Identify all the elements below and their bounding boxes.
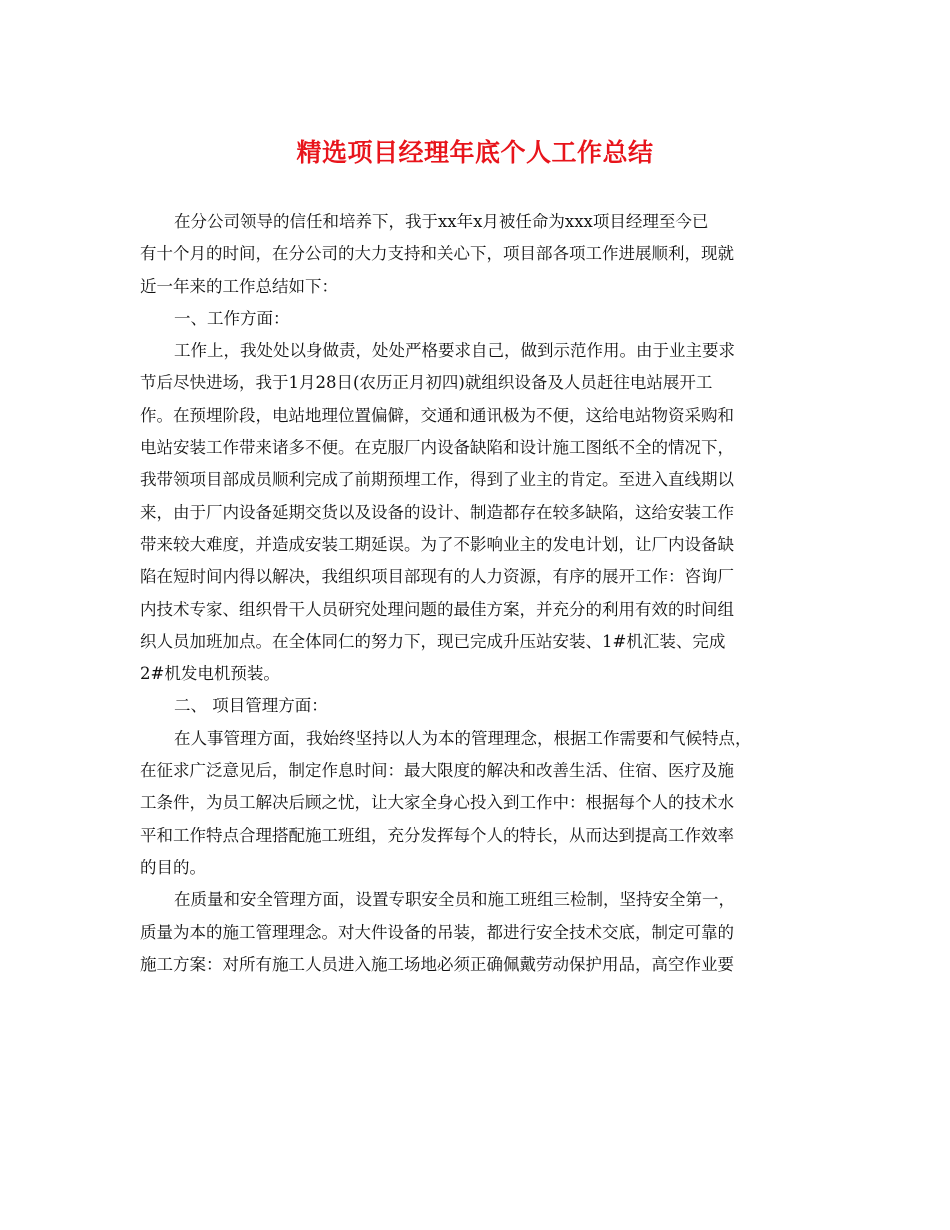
- body-text-line: 质量为本的施工管理理念。对大件设备的吊装，都进行安全技术交底，制定可靠的: [140, 922, 734, 942]
- body-text-line: 工条件，为员工解决后顾之忧，让大家全身心投入到工作中：根据每个人的技术水: [140, 793, 734, 813]
- body-text-line: 在分公司领导的信任和培养下，我于xx年x月被任命为xxx项目经理至今已: [174, 212, 709, 231]
- body-text-line: 的目的。: [140, 857, 206, 877]
- body-text-line: 内技术专家、组织骨干人员研究处理问题的最佳方案，并充分的利用有效的时间组: [140, 599, 734, 619]
- body-text-line: 在征求广泛意见后，制定作息时间：最大限度的解决和改善生活、住宿、医疗及施: [140, 761, 734, 781]
- body-text-line: 在人事管理方面，我始终坚持以人为本的管理理念，根据工作需要和气候特点，: [174, 728, 752, 748]
- body-text-line: 工作上，我处处以身做责，处处严格要求自己，做到示范作用。由于业主要求: [174, 341, 735, 361]
- body-text-line: 我带领项目部成员顺利完成了前期预埋工作，得到了业主的肯定。至进入直线期以: [140, 470, 734, 490]
- body-text-line: 作。在预埋阶段，电站地理位置偏僻，交通和通讯极为不便，这给电站物资采购和: [140, 405, 734, 425]
- document-body: [140, 206, 816, 981]
- body-text-line: 2#机发电机预装。: [140, 664, 280, 684]
- body-text-line: 平和工作特点合理搭配施工班组，充分发挥每个人的特长，从而达到提高工作效率: [140, 825, 734, 845]
- body-text-line: 电站安装工作带来诸多不便。在克服厂内设备缺陷和设计施工图纸不全的情况下，: [140, 438, 734, 458]
- body-text-line: 来，由于厂内设备延期交货以及设备的设计、制造都存在较多缺陷，这给安装工作: [140, 502, 734, 522]
- body-text-line: 近一年来的工作总结如下：: [140, 276, 338, 296]
- body-text-line: 在质量和安全管理方面，设置专职安全员和施工班组三检制，坚持安全第一，: [174, 890, 735, 910]
- document-title: 精选项目经理年底个人工作总结: [296, 138, 654, 167]
- body-text-line: 二、 项目管理方面：: [174, 696, 328, 716]
- body-text-line: 有十个月的时间，在分公司的大力支持和关心下，项目部各项工作进展顺利，现就: [140, 244, 734, 264]
- body-text-line: 织人员加班加点。在全体同仁的努力下，现已完成升压站安装、1#机汇装、完成: [140, 631, 726, 651]
- body-text-line: 节后尽快进场，我于1月28日(农历正月初四)就组织设备及人员赶往电站展开工: [140, 373, 713, 393]
- body-text-line: 一、工作方面：: [174, 308, 290, 328]
- body-text-line: 带来较大难度，并造成安装工期延误。为了不影响业主的发电计划，让厂内设备缺: [140, 534, 734, 554]
- body-text-line: 陷在短时间内得以解决，我组织项目部现有的人力资源，有序的展开工作：咨询厂: [140, 567, 734, 587]
- body-text-line: 施工方案：对所有施工人员进入施工场地必须正确佩戴劳动保护用品，高空作业要: [140, 954, 734, 974]
